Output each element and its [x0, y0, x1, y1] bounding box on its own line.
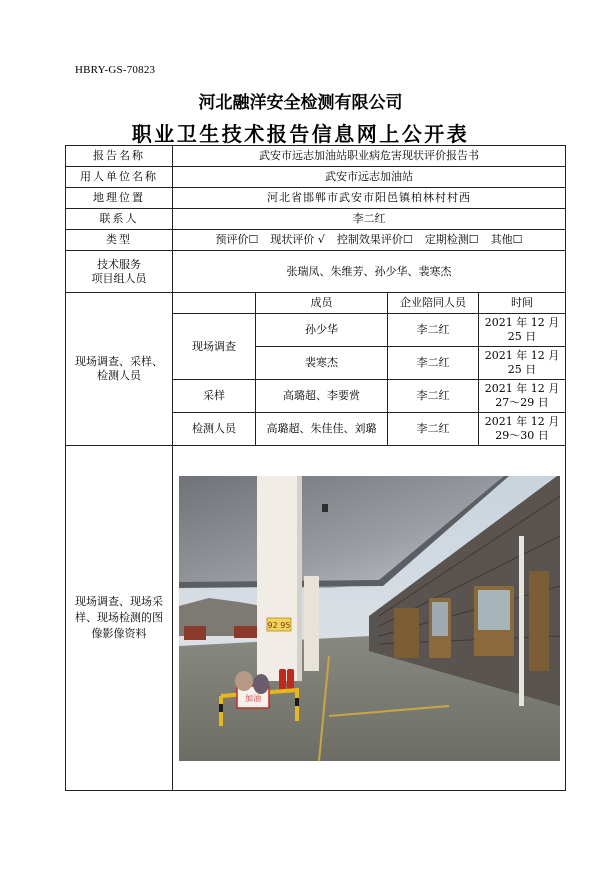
label-team-line1: 技术服务 — [97, 257, 141, 271]
time-cell — [479, 347, 566, 380]
time-line2: 25 日 — [507, 363, 537, 376]
pole-sign-text: 加油 — [244, 693, 261, 703]
staff-cell: 李二红 — [388, 413, 479, 446]
header-member: 成员 — [256, 293, 388, 314]
label-images: 现场调查、现场采样、现场检测的图像影像资料 — [66, 446, 173, 791]
value-report-name: 武安市远志加油站职业病危害现状评价报告书 — [173, 146, 566, 167]
time-cell — [479, 314, 566, 347]
type-option-pre-evaluation: 预评价☐ — [215, 233, 259, 246]
member-cell: 高璐超、李要赏 — [256, 380, 388, 413]
fire-extinguisher — [287, 669, 294, 691]
type-option-control-effect: 控制效果评价☐ — [336, 233, 413, 246]
pillar — [257, 476, 299, 681]
group-sampling: 采样 — [173, 380, 256, 413]
group-testing: 检测人员 — [173, 413, 256, 446]
header-company-staff: 企业陪同人员 — [388, 293, 479, 314]
time-line2: 25 日 — [507, 330, 537, 343]
window-glass — [432, 602, 448, 636]
document-code: HBRY-GS-70823 — [75, 64, 156, 76]
pillar — [304, 576, 319, 671]
row-contact — [66, 209, 566, 230]
type-option-status-evaluation: 现状评价 √ — [270, 233, 325, 246]
label-report-name: 报告名称 — [66, 146, 173, 167]
row-location — [66, 188, 566, 209]
window-frame — [529, 571, 549, 671]
photo-cell — [173, 446, 566, 791]
staff-cell: 李二红 — [388, 380, 479, 413]
time-line1: 2021 年 12 月 — [484, 316, 560, 329]
label-team-line2: 项目组人员 — [91, 271, 147, 285]
time-line1: 2021 年 12 月 — [484, 349, 560, 362]
truck — [184, 626, 206, 640]
value-employer: 武安市远志加油站 — [173, 167, 566, 188]
group-survey: 现场调查 — [173, 314, 256, 380]
type-options — [173, 230, 566, 251]
label-contact: 联系人 — [66, 209, 173, 230]
fire-extinguisher — [279, 669, 286, 691]
cover-cloth — [235, 671, 253, 691]
value-location: 河北省邯郸市武安市阳邑镇柏林村村西 — [173, 188, 566, 209]
label-team — [66, 251, 173, 293]
label-type: 类型 — [66, 230, 173, 251]
row-type — [66, 230, 566, 251]
window-glass — [478, 590, 510, 630]
report-info-table — [65, 145, 566, 791]
label-location: 地理位置 — [66, 188, 173, 209]
cover-cloth — [253, 674, 269, 694]
value-team: 张瑞凤、朱维芳、孙少华、裴寒杰 — [173, 251, 566, 293]
drain-pipe — [519, 536, 524, 706]
door — [394, 608, 419, 658]
value-contact: 李二红 — [173, 209, 566, 230]
row-employer — [66, 167, 566, 188]
label-employer: 用人单位名称 — [66, 167, 173, 188]
header-time: 时间 — [479, 293, 566, 314]
personnel-header-row — [66, 293, 566, 314]
type-option-other: 其他☐ — [490, 233, 523, 246]
staff-cell: 李二红 — [388, 314, 479, 347]
gas-station-photo-svg — [179, 476, 560, 761]
time-line1: 2021 年 12 月 — [484, 382, 560, 395]
row-team — [66, 251, 566, 293]
time-cell — [479, 413, 566, 446]
price-board-text: 92 95 — [267, 620, 290, 630]
header-empty — [173, 293, 256, 314]
company-name: 河北融洋安全检测有限公司 — [198, 93, 403, 113]
gas-station-photo — [179, 476, 560, 761]
images-row — [66, 446, 566, 791]
member-cell: 孙少华 — [256, 314, 388, 347]
document-title: 职业卫生技术报告信息网上公开表 — [131, 122, 470, 146]
pillar-shadow — [297, 476, 302, 681]
canopy-light — [322, 504, 328, 512]
label-personnel: 现场调查、采样、检测人员 — [66, 293, 173, 446]
time-cell — [479, 380, 566, 413]
member-cell: 裴寒杰 — [256, 347, 388, 380]
time-line2: 29～30 日 — [495, 429, 549, 442]
row-report-name — [66, 146, 566, 167]
time-line1: 2021 年 12 月 — [484, 415, 560, 428]
staff-cell: 李二红 — [388, 347, 479, 380]
time-line2: 27～29 日 — [495, 396, 549, 409]
type-option-periodic-test: 定期检测☐ — [424, 233, 479, 246]
member-cell: 高璐超、朱佳佳、刘璐 — [256, 413, 388, 446]
